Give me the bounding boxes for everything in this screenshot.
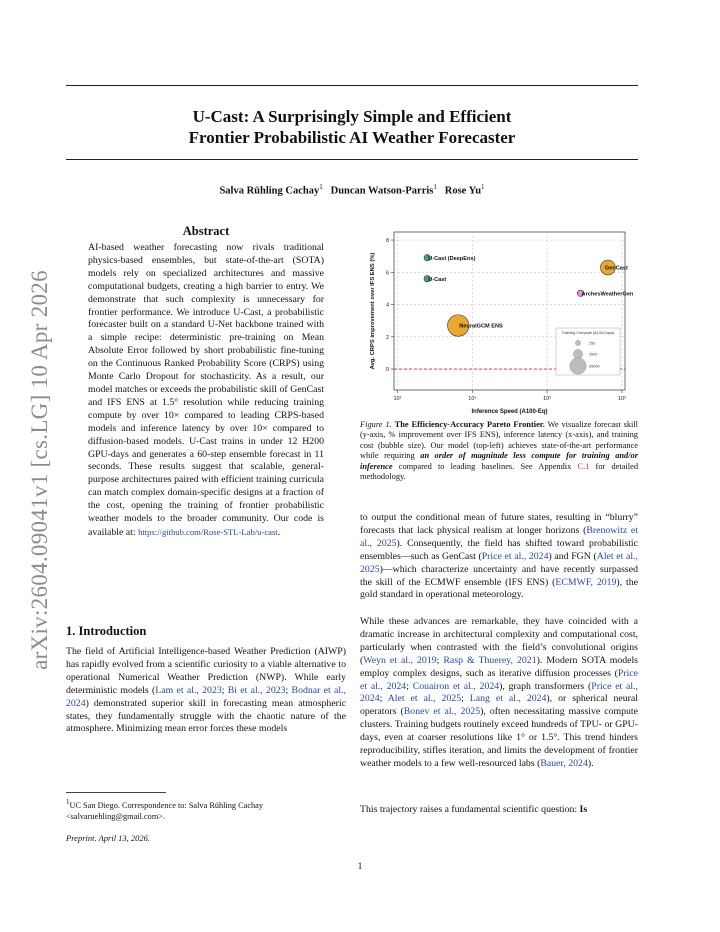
bubble-label: GenCast [604, 265, 628, 272]
citation-link[interactable]: Lam et al., 2023 [155, 684, 222, 696]
intro-text: The field of Artificial Intelligence-based Weather Prediction (AIWP) has rapidly evolved from a scientific curiosity to a viable alternative to operational Numerical Weather Prediction (NWP). While early deterministic models ( [66, 646, 346, 696]
body-text: This trajectory raises a fundamental scientific question: [360, 804, 578, 815]
abstract-end: . [277, 526, 281, 538]
y-tick-label: 2 [385, 334, 389, 341]
page-number: 1 [357, 862, 363, 872]
body-text: ), or spherical neural operators ( [360, 693, 638, 718]
body-text: )—which characterize uncertainty and have recently surpassed the skill of the ECMWF ensemble (IFS ENS) ( [360, 563, 638, 588]
caption-title: The Efficiency-Accuracy Pareto Frontier. [394, 420, 545, 429]
citation-link[interactable]: Alet et al., 2025 [360, 550, 638, 575]
arxiv-stamp: arXiv:2604.09041v1 [cs.LG] 10 Apr 2026 [27, 270, 52, 670]
y-tick-label: 8 [385, 238, 389, 245]
legend-size-marker [570, 358, 586, 374]
citation-link[interactable]: Price et al., 2024 [360, 680, 639, 705]
title-bottom-rule [66, 159, 638, 160]
right-paragraph-2 [360, 616, 638, 771]
caption-emphasis: an order of magnitude less compute for training and/or inference [360, 451, 639, 471]
citation-link[interactable]: ECMWF, 2019 [555, 576, 617, 588]
citation-link[interactable]: Bi et al., 2023 [227, 684, 286, 696]
section-heading-introduction: 1. Introduction [66, 624, 147, 638]
body-text: ), often necessitating massive compute clusters. Training budgets routinely exceed hundreds of TPU- or GPU-days, even at coarser resolutions like 1° or 1.5°. This trend hinders reproducibility, stifles iteration, and limits the development of frontier weather models to a few well-resourced labs ( [360, 706, 638, 769]
citation-sep: ; [285, 684, 292, 696]
citation-link[interactable]: Alet et al., 2025 [387, 693, 462, 705]
citation-link[interactable]: Bodnar et al., 2024 [66, 684, 347, 709]
y-tick-label: 6 [385, 270, 389, 277]
footnote-mark: 1 [66, 799, 70, 806]
citation-link[interactable]: Lang et al., 2024 [469, 693, 547, 705]
citation-link[interactable]: Weyn et al., 2019 [363, 654, 437, 666]
x-tick-label: 10³ [617, 396, 626, 402]
bubble-label: ArchesWeatherGen [581, 291, 634, 298]
abstract-paragraph: AI-based weather forecasting now rivals traditional physics-based ensembles, but state-of-the-art (SOTA) models rely on specialized architectures and massive computational budgets, creating a high barrier to entry. We demonstrate that such complexity is unnecessary for frontier performance. We introduce U-Cast, a probabilistic forecaster built on a standard U-Net backbone trained with a simple recipe: deterministic pre-training on Mean Absolute Error followed by short probabilistic fine-tuning on the Continuous Ranked Probability Score (CRPS) using Monte Carlo Dropout for stochasticity. As a result, our model matches or exceeds the probabilistic skill of GenCast and IFS ENS at 1.5° resolution while reducing training compute by over 10× compared to leading CRPS-based models and inference latency by over 10× compared to diffusion-based models. U-Cast trains in under 12 H200 GPU-days and generates a 60-step ensemble forecast in 11 seconds. These results suggest that scalable, general-purpose architectures paired with efficient training curricula can match complex domain-specific designs at a fraction of the cost, opening the training of frontier probabilistic weather models to the broader community. Our code is available at: [88, 242, 324, 538]
body-text: ), graph transformers ( [499, 680, 592, 692]
author-affiliation: 1 [319, 183, 323, 191]
citation-link[interactable]: Price et al., 2024 [481, 550, 549, 562]
citation-sep: ; [379, 693, 388, 705]
right-paragraph-1 [360, 512, 638, 602]
legend-entry: 25000 [589, 364, 600, 369]
body-text: ). Consequently, the field has shifted toward probabilistic ensembles—such as GenCast ( [360, 537, 638, 562]
paper-title [66, 106, 638, 148]
x-tick-label: 10¹ [468, 396, 477, 402]
citation-sep: ; [221, 684, 228, 696]
x-tick-label: 10² [543, 396, 552, 402]
citation-sep: ; [406, 680, 413, 692]
author-name: Duncan Watson-Parris [330, 185, 434, 197]
footnote-text: UC San Diego. Correspondence to: Salva Rühling Cachay <salvaruehling@gmail.com>. [66, 800, 264, 821]
right-paragraph-3 [360, 804, 638, 817]
author-affiliation: 1 [481, 183, 485, 191]
x-axis-label: Inference Speed (A100-Eq) [471, 409, 548, 415]
code-link[interactable]: https://github.com/Rose-STL-Lab/u-cast [138, 526, 278, 537]
title-line-2: Frontier Probabilistic AI Weather Forecaster [188, 128, 516, 147]
author-list [66, 183, 638, 197]
abstract-heading: Abstract [182, 224, 230, 238]
citation-link[interactable]: Bauer, 2024 [540, 757, 588, 769]
body-text: While these advances are remarkable, they have coincided with a dramatic increase in architectural complexity and computational cost, particularly when contrasted with the field’s convolutional origins ( [360, 616, 638, 666]
legend-size-marker [575, 340, 580, 345]
legend-box [556, 328, 620, 375]
y-axis-label: Avg. CRPS improvement over IFS ENS (%) [370, 252, 376, 370]
author-affiliation: 1 [433, 183, 437, 191]
body-text: ), the gold standard in operational meteorology. [360, 576, 638, 601]
body-text-bold: Is [579, 804, 588, 815]
citation-link[interactable]: Couairon et al., 2024 [412, 680, 500, 692]
x-tick-label: 10¹ [393, 396, 402, 402]
caption-text: We visualize forecast skill (y-axis, % improvement over IFS ENS), inference latency (x-axis), and training cost (bubble size). Our model (top-left) achieves state-of-the-art performance while requiring [360, 420, 639, 461]
legend-entry: 2500 [589, 352, 598, 357]
citation-link[interactable]: Brenowitz et al., 2025 [360, 524, 638, 549]
title-line-1: U-Cast: A Surprisingly Simple and Efficient [192, 107, 512, 126]
citation-link[interactable]: Bonev et al., 2025 [403, 706, 481, 718]
pareto-chart [360, 228, 638, 418]
legend-size-marker [573, 349, 582, 358]
footnote [66, 797, 346, 822]
top-rule [66, 85, 638, 86]
caption-label: Figure 1. [360, 420, 392, 429]
y-tick-label: 4 [385, 302, 389, 309]
citation-sep: ; [436, 654, 444, 666]
legend-title: Training Compute (A100-Days) [561, 331, 615, 335]
body-text: ). [587, 757, 594, 769]
citation-link[interactable]: Price et al., 2024 [360, 667, 638, 692]
body-text: ) and FGN ( [548, 550, 597, 562]
y-tick-label: 0 [385, 367, 389, 374]
body-text: to output the conditional mean of future states, resulting in “blurry” forecasts that lack physical realism at longer horizons ( [360, 512, 638, 536]
author-name: Rose Yu [444, 185, 482, 197]
preprint-note: Preprint. April 13, 2026. [66, 833, 151, 843]
bubble-label: NeuralGCM ENS [459, 323, 503, 330]
caption-text: for detailed methodology. [360, 461, 639, 482]
citation-sep: ; [461, 693, 470, 705]
figure-caption [360, 420, 638, 482]
bubble-label: U-Cast [428, 276, 447, 283]
author-name: Salva Rühling Cachay [219, 185, 320, 197]
intro-paragraph [66, 646, 346, 736]
body-text: ). Modern SOTA models employ complex designs, such as iterative diffusion processes ( [360, 654, 638, 679]
appendix-link[interactable]: C.1 [577, 461, 590, 471]
legend-entry: 250 [589, 341, 596, 346]
footnote-rule [66, 792, 166, 793]
intro-text: ) demonstrated superior skill in forecasting mean atmospheric states, they fundamentally struggle with the chaotic nature of the atmosphere. Minimizing mean error forces these models [66, 697, 346, 735]
bubble-label: U-Cast (DeepEns) [428, 255, 476, 262]
abstract-text [88, 242, 324, 540]
caption-text: compared to leading baselines. See Appendix [398, 461, 572, 471]
citation-link[interactable]: Rasp & Thuerey, 2021 [443, 654, 537, 666]
